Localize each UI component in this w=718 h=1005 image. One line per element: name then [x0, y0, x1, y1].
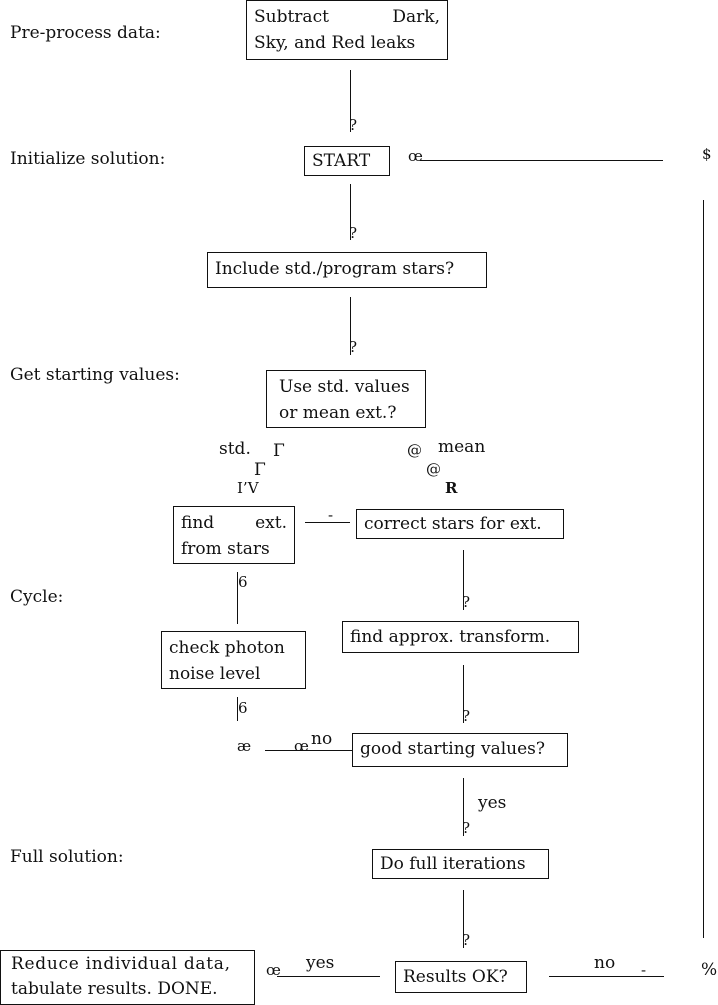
arrow-head-right: - [641, 961, 647, 979]
arrow-head: ? [462, 593, 471, 611]
box-subtract-word1: Subtract [254, 7, 329, 27]
box-find-ext [173, 506, 295, 564]
arrow-head-up: 6 [238, 573, 248, 591]
box-approx-transform: find approx. transform. [342, 621, 579, 653]
box-find-line2: from stars [181, 539, 270, 559]
box-reduce-data [0, 950, 255, 1005]
arrow-head: ? [349, 224, 358, 242]
arrow-head: ? [349, 338, 358, 356]
box-use-line1: Use std. values [279, 377, 410, 397]
connector-loop-top [420, 160, 663, 161]
box-use-values [266, 370, 426, 428]
corner-bottom-right: % [701, 960, 718, 980]
arrow-head: ? [462, 819, 471, 837]
arrow-head: ? [462, 707, 471, 725]
arrow-head-right: - [328, 506, 334, 524]
branch-line-left: Γ [273, 441, 285, 461]
connector-loop-right [703, 200, 704, 938]
edge-label-no: no [594, 953, 616, 973]
arrow-head: ? [462, 931, 471, 949]
box-check-line1: check photon [169, 638, 285, 658]
box-subtract [246, 0, 448, 60]
box-check-line2: noise level [169, 664, 261, 684]
box-reduce-line1: Reduce individual data, [11, 954, 231, 974]
branch-line-right: @ [407, 441, 422, 459]
box-find-word1: find [181, 513, 215, 533]
box-subtract-word2: Dark, [392, 7, 440, 27]
box-check-noise [161, 631, 306, 689]
branch-arrow-left: I’V [237, 479, 259, 497]
box-full-iterations: Do full iterations [372, 849, 549, 879]
label-preprocess: Pre-process data: [10, 23, 161, 43]
branch-line-right: @ [426, 460, 441, 478]
arrow-head: ? [349, 116, 358, 134]
label-initialize: Initialize solution: [10, 149, 166, 169]
arrow-head-left: œ [266, 961, 281, 979]
arrow-head-left: œ [408, 147, 423, 165]
edge-label-no: no [311, 729, 333, 749]
label-starting-values: Get starting values: [10, 365, 180, 385]
branch-arrow-right: R [445, 479, 458, 497]
box-include: Include std./program stars? [207, 252, 487, 288]
corner-top-right: $ [702, 145, 712, 163]
corner-turn: æ [237, 737, 252, 755]
box-subtract-line1 [254, 4, 440, 30]
box-subtract-line2: Sky, and Red leaks [254, 33, 416, 53]
box-find-line1 [181, 510, 287, 536]
branch-label-std: std. [219, 439, 251, 459]
connector-results-yes [277, 976, 380, 977]
label-cycle: Cycle: [10, 587, 64, 607]
box-start: START [304, 146, 390, 176]
edge-label-yes: yes [478, 793, 507, 813]
label-full-solution: Full solution: [10, 847, 124, 867]
branch-label-mean: mean [438, 437, 486, 457]
box-correct-stars: correct stars for ext. [356, 509, 564, 539]
box-results-ok: Results OK? [395, 961, 527, 993]
box-good-values: good starting values? [352, 733, 568, 767]
arrow-head-left: œ [294, 737, 309, 755]
box-reduce-line2: tabulate results. DONE. [11, 979, 218, 999]
edge-label-yes: yes [306, 953, 335, 973]
arrow-head-up: 6 [238, 699, 248, 717]
branch-line-left: Γ [254, 460, 266, 480]
box-use-line2: or mean ext.? [279, 403, 397, 423]
connector-results-no [549, 976, 664, 977]
box-find-word2: ext. [255, 513, 287, 533]
